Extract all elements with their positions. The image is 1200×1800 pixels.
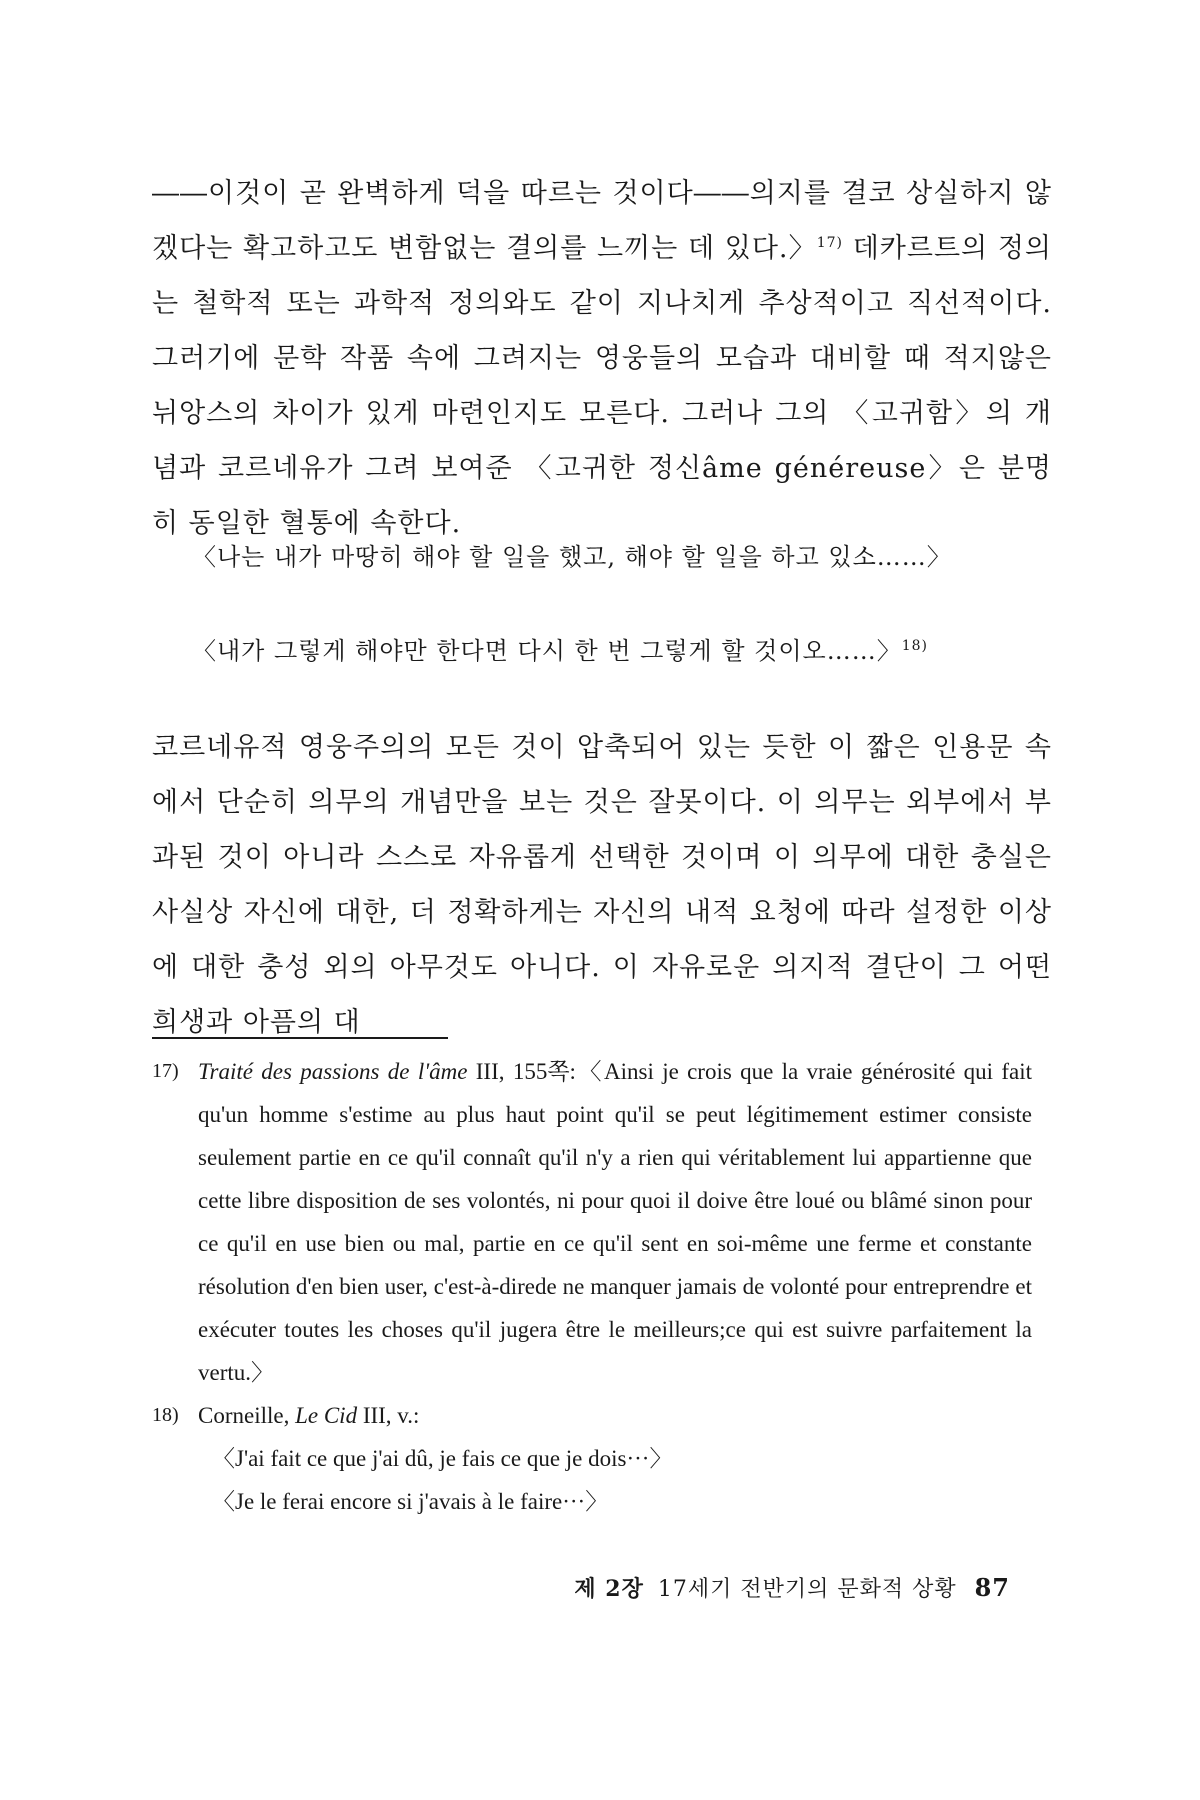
footer-chapter: 제 2장 xyxy=(574,1576,644,1602)
footnote-17-number: 17) xyxy=(152,1060,179,1082)
footnote-ref-17: 17) xyxy=(816,235,844,251)
block-quote-1: 〈나는 내가 마땅히 해야 할 일을 했고, 해야 할 일을 하고 있소……〉 xyxy=(192,543,952,571)
footnote-18-citation xyxy=(198,1394,1032,1437)
footnote-17-text: 〈Ainsi je crois que la vraie générosité qui fait qu'un homme s'estime au plus haut point qu'il se peut légitimement estimer consiste seulement partie en ce qu'il connaît qu'il n'y a rien qui véritablement lui appartienne que cette libre disposition de ses volontés, ni pour quoi il doive être loué ou blâmé sinon pour ce qu'il en use bien ou mal, partie en ce qu'il sent en soi-même une ferme et constante résolution d'en bien user, c'est-à-direde ne manquer jamais de volonté pour entreprendre et exécuter toutes les choses qu'il jugera être le meilleurs;ce qui est suivre parfaitement la vertu.〉 xyxy=(198,1059,1033,1385)
footnote-18-location: III, v.: xyxy=(362,1403,420,1428)
footnote-18-title: Le Cid xyxy=(295,1403,358,1428)
footnote-17 xyxy=(152,1050,1032,1394)
footnote-18-number: 18) xyxy=(152,1404,179,1426)
paragraph-1-continuation: 데카르트의 정의는 철학적 또는 과학적 정의와도 같이 지나치게 추상적이고 직선적이다. 그러기에 문학 작품 속에 그려지는 영웅들의 모습과 대비할 때 적지않은 뉘앙스의 차이가 있게 마련인지도 모른다. 그러나 그의 〈고귀함〉의 개념과 코르네유가 그려 보여준 〈고귀한 정신âme généreuse〉은 분명히 동일한 혈통에 속한다. xyxy=(152,233,1052,539)
footnote-divider xyxy=(152,1037,448,1039)
footnote-17-title: Traité des passions de l'âme xyxy=(198,1059,468,1084)
quote-2-text: 〈내가 그렇게 해야만 한다면 다시 한 번 그렇게 할 것이오……〉 xyxy=(192,637,902,665)
footnote-18 xyxy=(152,1394,1032,1523)
running-footer xyxy=(574,1572,1010,1603)
body-paragraph-1 xyxy=(152,166,1052,551)
footer-section-title: 17세기 전반기의 문화적 상황 xyxy=(657,1577,957,1602)
footnote-17-volume: III, xyxy=(475,1059,505,1084)
footnote-18-quote-line-1: 〈J'ai fait ce que j'ai dû, je fais ce que je dois···〉 xyxy=(212,1446,673,1471)
footnote-17-page: 155쪽: xyxy=(512,1059,576,1084)
footnote-18-author: Corneille, xyxy=(198,1403,290,1428)
block-quote-2 xyxy=(192,634,1052,668)
paragraph-1-text: ――이것이 곧 완벽하게 덕을 따르는 것이다――의지를 결코 상실하지 않겠다는 확고하고도 변함없는 결의를 느끼는 데 있다.〉 xyxy=(152,178,1052,264)
page-number: 87 xyxy=(974,1573,1010,1602)
footnote-ref-18: 18) xyxy=(901,638,928,654)
body-paragraph-2: 코르네유적 영웅주의의 모든 것이 압축되어 있는 듯한 이 짧은 인용문 속에서 단순히 의무의 개념만을 보는 것은 잘못이다. 이 의무는 외부에서 부과된 것이 아니라 스스로 자유롭게 선택한 것이며 이 의무에 대한 충실은 사실상 자신에 대한, 더 정확하게는 자신의 내적 요청에 따라 설정한 이상에 대한 충성 외의 아무것도 아니다. 이 자유로운 의지적 결단이 그 어떤 희생과 아픔의 대 xyxy=(152,732,1052,1038)
footnote-18-quote-line-2: 〈Je le ferai encore si j'avais à le faire···〉 xyxy=(212,1489,609,1514)
footnotes-section xyxy=(152,1050,1032,1523)
